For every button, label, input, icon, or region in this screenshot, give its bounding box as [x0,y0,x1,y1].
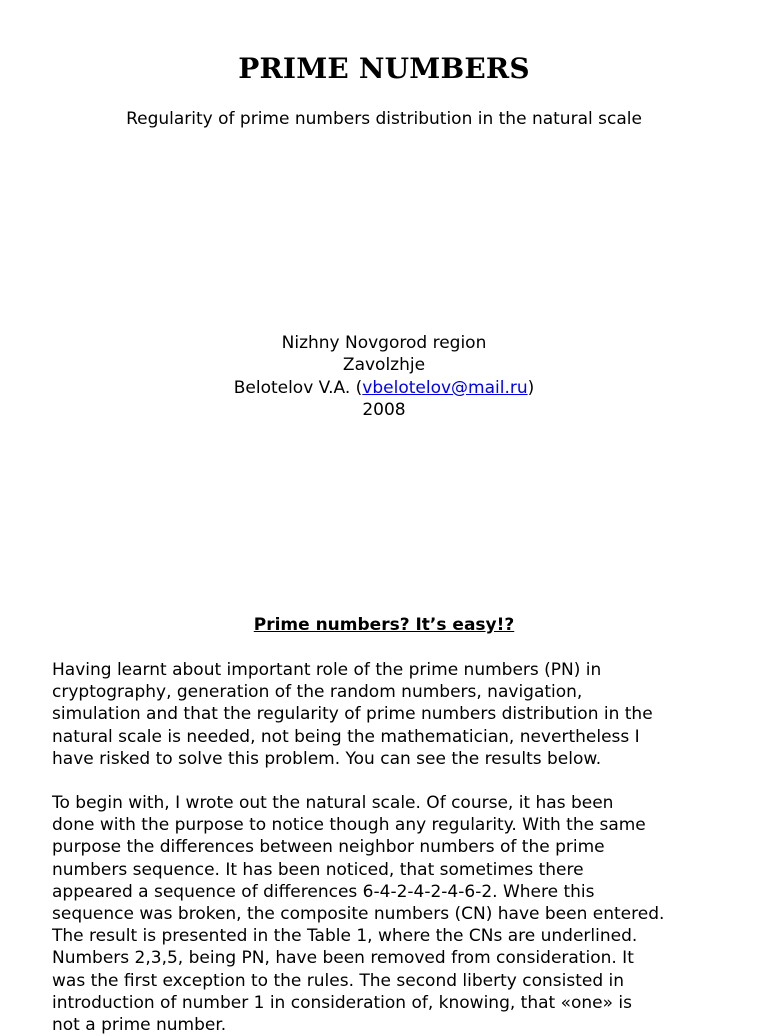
town-line: Zavolzhje [342,355,426,376]
author-line [0,377,768,399]
page-subtitle: Regularity of prime numbers distribution in the natural scale [126,109,642,129]
paragraph-1-line: Having learnt about important role of the prime numbers (PN) in [52,660,602,680]
paragraph-1-line: natural scale is needed, not being the mathematician, nevertheless I [52,726,640,747]
paragraph-1 [52,659,720,770]
paragraph-2-line: introduction of number 1 in consideration of, knowing, that «one» is [52,992,633,1013]
paragraph-1-line: cryptography, generation of the random numbers, navigation, [52,682,583,703]
paragraph-2-line: done with the purpose to notice though any regularity. With the same [52,815,646,836]
section-heading: Prime numbers? It’s easy!? [253,615,515,635]
page-title: PRIME NUMBERS [238,52,530,85]
paragraph-2-line: To begin with, I wrote out the natural scale. Of course, it has been [52,793,614,813]
paragraph-2-line: Numbers 2,3,5, being PN, have been removed from consideration. It [52,948,634,969]
paragraph-2-line: was the first exception to the rules. The second liberty consisted in [52,970,625,991]
paragraph-1-line: simulation and that the regularity of prime numbers distribution in the [52,704,653,725]
paragraph-2-line: not a prime number. [52,1015,227,1036]
paragraph-2-line: sequence was broken, the composite numbers (CN) have been entered. [52,904,665,925]
paragraph-2 [52,792,720,1036]
email-link[interactable]: vbelotelov@mail.ru [362,377,528,398]
region-line: Nizhny Novgorod region [281,333,487,353]
paragraph-2-line: numbers sequence. It has been noticed, that sometimes there [52,859,584,880]
paragraph-1-line: have risked to solve this problem. You can see the results below. [52,748,602,769]
author-block [0,332,768,421]
paragraph-2-line: appeared a sequence of differences 6-4-2-4-2-4-6-2. Where this [52,881,595,902]
paragraph-2-line: purpose the differences between neighbor numbers of the prime [52,837,605,858]
author-paren-close: ) [527,377,535,398]
year-line: 2008 [362,399,406,420]
author-name: Belotelov V.A. ( [233,377,363,398]
paragraph-2-line: The result is presented in the Table 1, where the CNs are underlined. [52,926,638,947]
